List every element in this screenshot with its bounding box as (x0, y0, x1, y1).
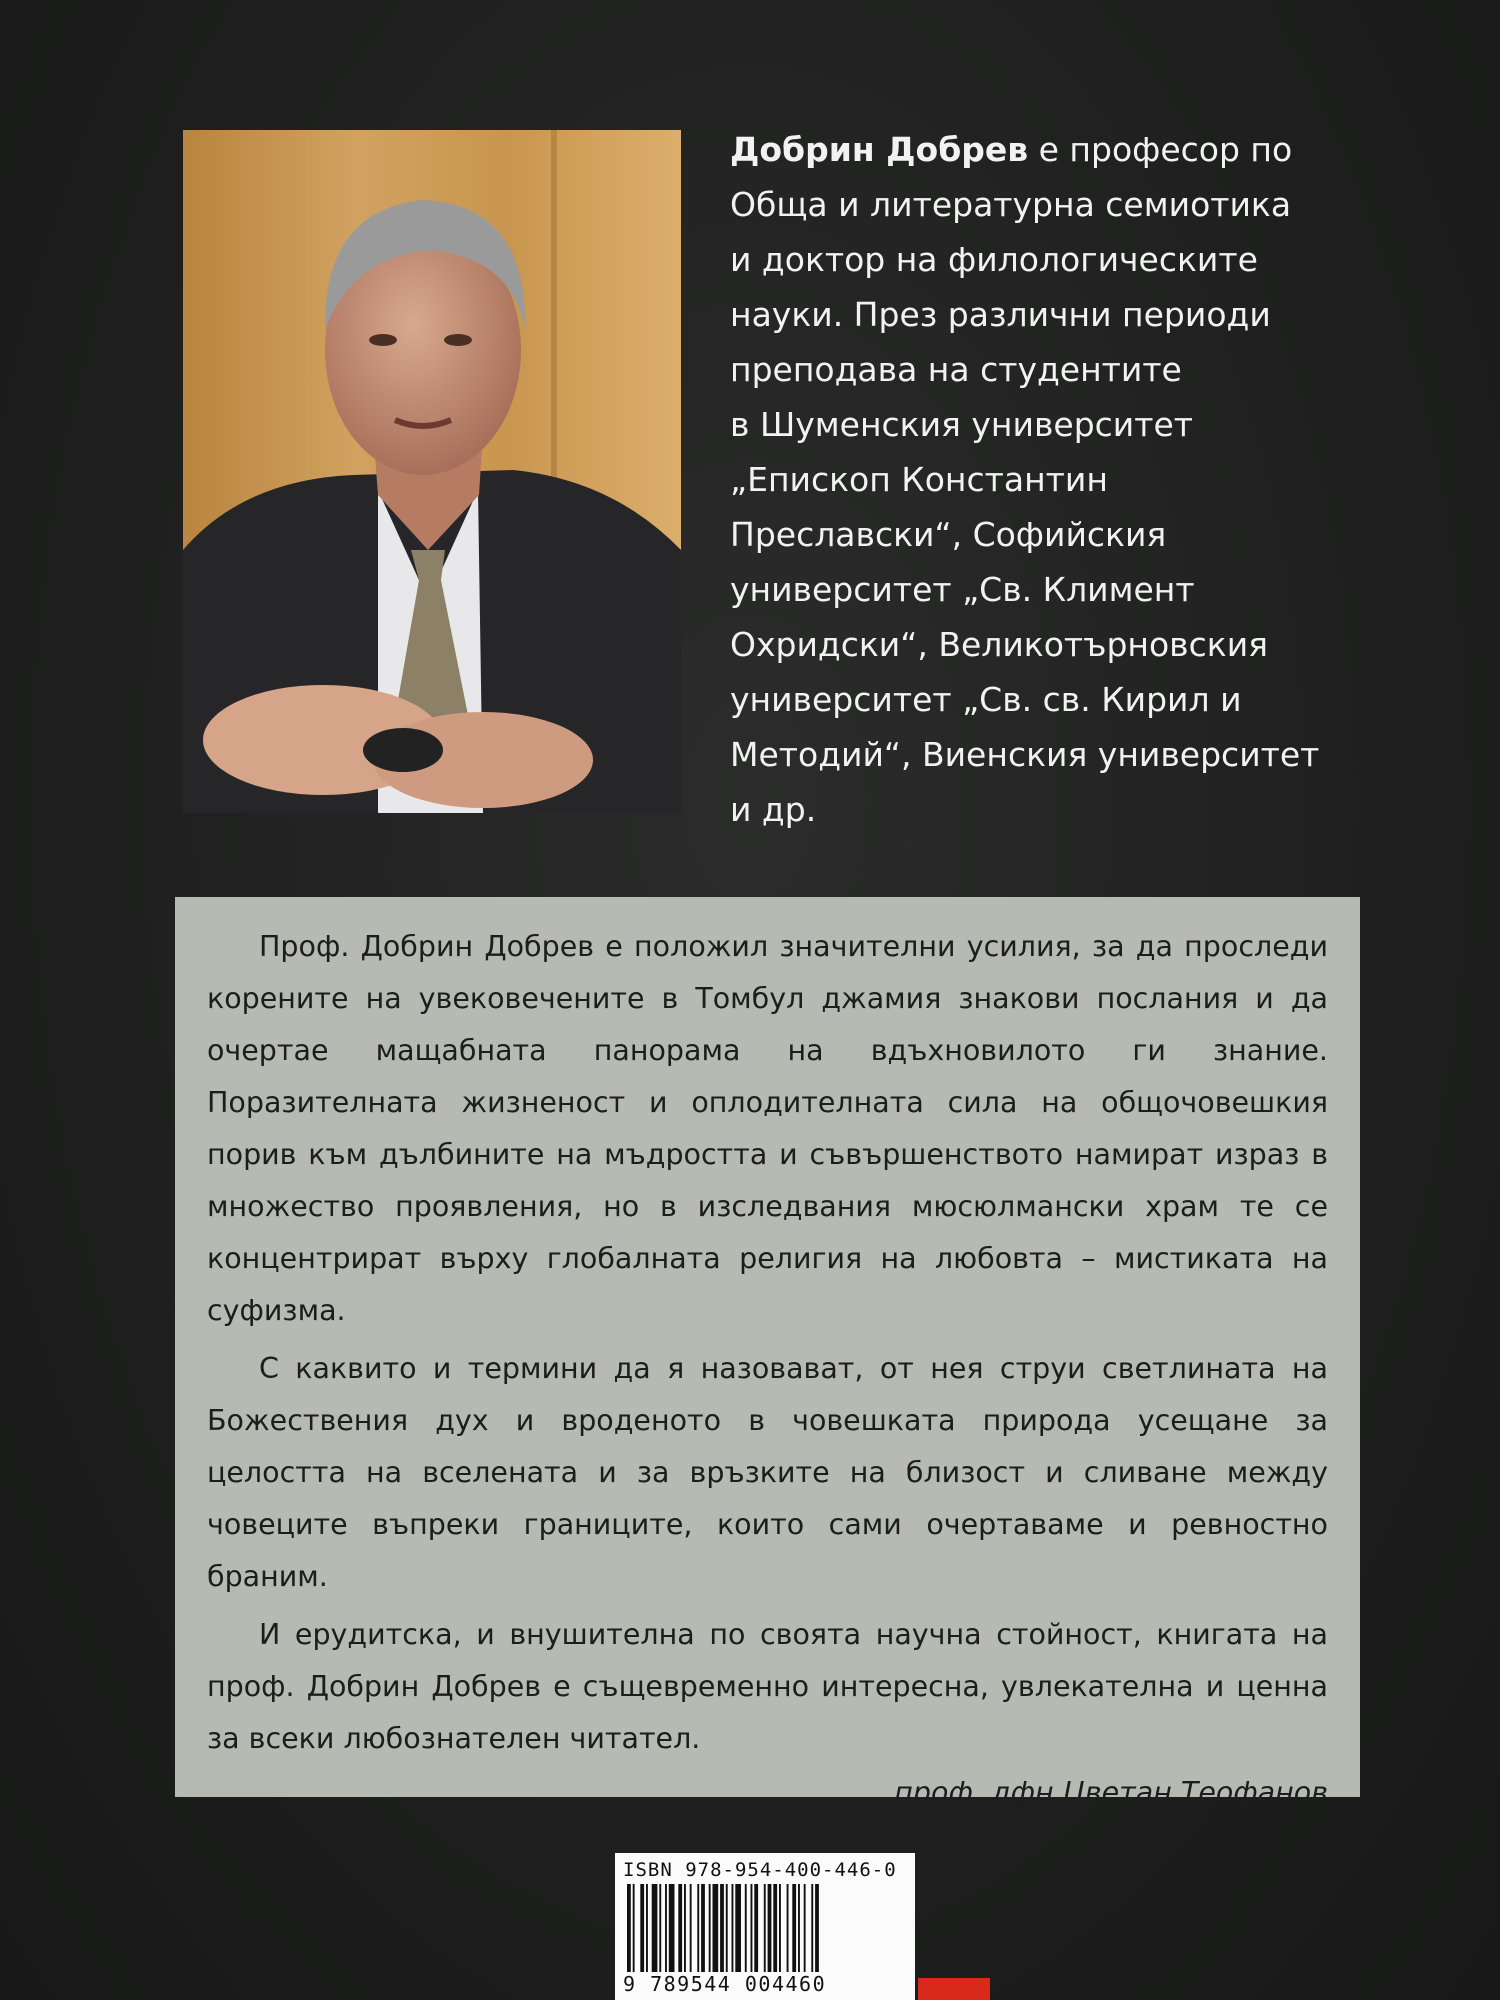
barcode-bar (773, 1884, 777, 1972)
author-bio (730, 122, 1370, 837)
barcode-bar (815, 1884, 819, 1972)
barcode-bar (754, 1884, 758, 1972)
author-name: Добрин Добрев (730, 130, 1029, 169)
review-paragraph-1: Проф. Добрин Добрев е положил значителни усилия, за да проследи корените на увековечените в Томбул джамия знакови послания и да очертае мащабната панорама на вдъхновилото ги знание. Поразителната жизненост и оплодителната сила на общочовешкия порив към дълбините на мъдростта и съвършенството намират израз в множество проявления, но в изследвания мюсюлмански храм те се концентрират върху глобалната религия на любовта – мистиката на суфизма. (207, 930, 1328, 1327)
bio-line-7: „Епископ Константин (730, 460, 1108, 499)
barcode-bar (646, 1884, 648, 1972)
barcode-bar (735, 1884, 741, 1972)
barcode-bar (669, 1884, 675, 1972)
barcode-bar (779, 1884, 781, 1972)
barcode-bar (652, 1884, 658, 1972)
author-photo (183, 130, 681, 813)
barcode-bar (768, 1884, 772, 1972)
barcode-bar (713, 1884, 719, 1972)
bio-line-4: науки. През различни периоди (730, 295, 1271, 334)
barcode-bar (690, 1884, 692, 1972)
barcode-bar (678, 1884, 682, 1972)
barcode-bar (798, 1884, 800, 1972)
isbn-label: ISBN 978-954-400-446-0 (623, 1859, 897, 1881)
bio-line-2: Обща и литературна семиотика (730, 185, 1292, 224)
barcode-bar (751, 1884, 753, 1972)
barcode-bar (640, 1884, 644, 1972)
barcode-bar (811, 1884, 813, 1972)
barcode-bar (659, 1884, 661, 1972)
barcode-bar (792, 1884, 796, 1972)
bio-text: е професор по (1028, 130, 1293, 169)
bio-line-9: университет „Св. Климент (730, 570, 1195, 609)
barcode-bar (627, 1884, 631, 1972)
barcode-bar (684, 1884, 686, 1972)
barcode-bar (787, 1884, 789, 1972)
barcode-bars (623, 1884, 907, 1972)
review-box (175, 897, 1360, 1809)
barcode-bar (633, 1884, 635, 1972)
bio-line-10: Охридски“, Великотърновския (730, 625, 1268, 664)
bio-line-8: Преславски“, Софийския (730, 515, 1167, 554)
review-paragraph-3: И ерудитска, и внушителна по своята научна стойност, книгата на проф. Добрин Добрев е същевременно интересна, увлекателна и ценна за всеки любознателен читател. (207, 1618, 1328, 1755)
barcode-bar (709, 1884, 711, 1972)
barcode-bar (745, 1884, 747, 1972)
price-sticker (918, 1978, 990, 2000)
bio-line-6: в Шуменския университет (730, 405, 1193, 444)
isbn-barcode (615, 1853, 915, 2000)
bio-line-13: и др. (730, 790, 817, 829)
bio-line-11: университет „Св. св. Кирил и (730, 680, 1242, 719)
barcode-bar (720, 1884, 724, 1972)
barcode-bar (726, 1884, 728, 1972)
review-signature: проф. дфн Цветан Теофанов (894, 1776, 1328, 1809)
bio-line-3: и доктор на филологическите (730, 240, 1258, 279)
bio-line-5: преподава на студентите (730, 350, 1182, 389)
barcode-bar (764, 1884, 766, 1972)
barcode-bar (701, 1884, 705, 1972)
barcode-digits: 9 789544 004460 (623, 1972, 827, 1996)
barcode-bar (665, 1884, 667, 1972)
barcode-bar (697, 1884, 699, 1972)
bio-line-12: Методий“, Виенския университет (730, 735, 1320, 774)
barcode-bar (732, 1884, 734, 1972)
barcode-bar (804, 1884, 806, 1972)
bio-line-1 (730, 122, 1370, 177)
review-paragraph-2: С каквито и термини да я назовават, от нея струи светлината на Божествения дух и вроденото в човешката природа усещане за целостта на вселената и за връзките на близост и сливане между човеците въпреки границите, които сами очертаваме и ревностно браним. (207, 1352, 1328, 1593)
